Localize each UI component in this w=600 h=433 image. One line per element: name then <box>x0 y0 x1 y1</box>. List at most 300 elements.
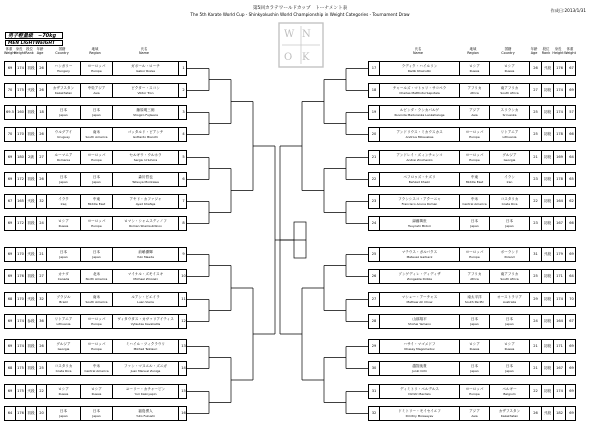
age <box>36 195 46 208</box>
country-en: Sri Lanka <box>502 112 517 117</box>
country <box>489 385 529 398</box>
competitor-row <box>368 292 576 307</box>
column-header-en: Age <box>36 51 44 55</box>
weight <box>5 362 15 375</box>
height <box>553 217 565 230</box>
country <box>46 217 80 230</box>
country-jp: ハンガリー <box>54 64 73 69</box>
country-jp: イラク <box>58 197 69 202</box>
column-header <box>458 47 488 55</box>
name-en: Roman Shamsutdinov <box>129 223 162 228</box>
country-jp: ベルギー <box>502 387 517 392</box>
country-jp: イラン <box>504 175 515 180</box>
weight-jp: 69 <box>569 344 574 349</box>
country-jp: リトアニア <box>54 317 73 322</box>
age-jp: 36 <box>39 319 44 324</box>
region-en: Europe <box>469 391 480 396</box>
height <box>15 293 25 306</box>
region-en: Japan <box>92 413 101 418</box>
country <box>46 62 80 75</box>
country-jp: カナダ <box>58 272 69 277</box>
height <box>15 270 25 283</box>
bracket-number-jp: 3 <box>182 110 185 115</box>
name-en: Zongezile Didiza <box>407 276 432 281</box>
weight <box>5 248 15 261</box>
height <box>553 173 565 186</box>
weight-jp: 62 <box>569 199 574 204</box>
rank-jp: 初段 <box>27 274 35 279</box>
rank-jp: 初段 <box>543 110 552 115</box>
region-jp: アフリカ <box>467 86 482 91</box>
weight <box>565 62 577 75</box>
rank-jp: 初段 <box>27 344 35 349</box>
rank-jp: 弐段 <box>27 252 35 257</box>
weight-jp: 69 <box>7 155 13 160</box>
weight-jp: 64 <box>569 155 574 160</box>
weight <box>5 315 15 328</box>
name-jp: チャールズ・マトゥリ・サコペラ <box>392 86 447 91</box>
rank-jp: 弐段 <box>543 66 552 71</box>
age <box>36 293 46 306</box>
bracket-number <box>369 385 379 398</box>
rank-jp: 初段 <box>27 66 35 71</box>
bracket-number <box>369 248 379 261</box>
rank-jp: 初段 <box>543 274 552 279</box>
rank <box>541 151 553 164</box>
bracket-number-jp: 30 <box>371 366 377 371</box>
weight <box>565 315 577 328</box>
age <box>529 293 541 306</box>
weight <box>5 385 15 398</box>
region-en: North America <box>85 276 108 281</box>
bracket-number <box>369 270 379 283</box>
competitor-row <box>368 150 576 165</box>
region <box>80 340 112 353</box>
country-en: Japan <box>505 368 514 373</box>
name-jp: 山那翔平 <box>412 317 427 322</box>
region-jp: ヨーロッパ <box>87 153 106 158</box>
bracket-number <box>178 407 188 420</box>
bracket-number-jp: 20 <box>371 132 377 137</box>
competitor-row <box>368 194 576 209</box>
weight-jp: 66 <box>569 132 574 137</box>
weight-jp: 67 <box>569 66 574 71</box>
name <box>112 315 178 328</box>
rank-jp: 初段 <box>27 110 35 115</box>
age <box>529 362 541 375</box>
height <box>553 340 565 353</box>
weight-jp: 69 <box>569 389 574 394</box>
name-en: Juan Manuel Zuniga <box>130 368 161 373</box>
bracket-number-jp: 9 <box>182 252 185 257</box>
region <box>80 315 112 328</box>
weight-jp: 70 <box>7 132 13 137</box>
age <box>529 315 541 328</box>
rank-jp: 初段 <box>27 177 35 182</box>
rank <box>541 217 553 230</box>
bracket-number-jp: 27 <box>371 297 377 302</box>
country-en: Lithuania <box>502 134 517 139</box>
region-en: Central America <box>462 201 487 206</box>
name-en: Junki Ochi <box>412 368 427 373</box>
age-jp: 23 <box>533 221 538 226</box>
rank-jp: 弐段 <box>27 88 35 93</box>
bracket-number <box>369 106 379 119</box>
rank <box>541 362 553 375</box>
height <box>15 217 25 230</box>
name-jp: ユーリー・カチャーピン <box>125 387 166 392</box>
height-jp: 175 <box>17 88 24 93</box>
bracket-number <box>178 217 188 230</box>
competitor-row <box>368 172 576 187</box>
region <box>459 270 489 283</box>
bracket-number <box>369 315 379 328</box>
competitor-row <box>368 216 576 231</box>
height-jp: 176 <box>17 274 24 279</box>
name-en: Tetsuya Morikawa <box>132 179 159 184</box>
rank <box>25 217 36 230</box>
height-jp: 180 <box>17 155 24 160</box>
age <box>36 84 46 97</box>
region-jp: アジア <box>469 108 480 113</box>
column-header <box>564 47 576 55</box>
column-header-jp: 地域 <box>469 47 477 51</box>
region-jp: 中米 <box>92 364 101 369</box>
weight <box>5 195 15 208</box>
name-jp: 越智純貴 <box>412 364 427 369</box>
competitor-row <box>4 339 187 354</box>
column-header <box>24 47 35 55</box>
name-en: Yuri Kaknyapin <box>134 391 157 396</box>
age <box>36 151 46 164</box>
competitor-row <box>368 406 576 421</box>
weight-jp: 64 <box>7 411 13 416</box>
name <box>112 106 178 119</box>
name-en: Shogiro Fujiwara <box>133 112 158 117</box>
region <box>459 293 489 306</box>
name-en: Ruvinda Maduranka Lankahaluge <box>394 112 445 117</box>
height-jp: 171 <box>556 344 563 349</box>
column-header-en: Country <box>55 51 69 55</box>
region <box>80 270 112 283</box>
height <box>553 270 565 283</box>
rank <box>25 84 36 97</box>
height-jp: 174 <box>17 66 24 71</box>
rank-jp: 初段 <box>543 221 552 226</box>
bracket-number-jp: 32 <box>371 411 377 416</box>
country-jp: ロシア <box>504 64 515 69</box>
rank <box>25 340 36 353</box>
region-jp: ロシア <box>469 342 480 347</box>
rank-jp: 初段 <box>543 319 552 324</box>
column-header-jp: 年齢 <box>530 47 538 51</box>
region-jp: 中央アジア <box>87 86 106 91</box>
country-jp: コスタリカ <box>500 197 519 202</box>
region <box>80 362 112 375</box>
age <box>529 407 541 420</box>
region-en: Japan <box>92 254 101 259</box>
height-jp: 176 <box>556 66 563 71</box>
name <box>379 248 459 261</box>
country-jp: グルジア <box>502 153 517 158</box>
category-title: 男子軽量級 −70kg <box>5 32 63 39</box>
region <box>80 151 112 164</box>
height-jp: 170 <box>17 297 24 302</box>
country-jp: 日本 <box>59 409 68 414</box>
rank <box>25 106 36 119</box>
country-en: Costa Rica <box>501 201 518 206</box>
region-en: Asia <box>471 112 478 117</box>
column-header <box>111 47 177 55</box>
rank-jp: 初段 <box>543 177 552 182</box>
height <box>553 293 565 306</box>
height-jp: 164 <box>556 199 563 204</box>
weight <box>5 84 15 97</box>
name-jp: 藤原明三朗 <box>136 108 155 113</box>
height <box>553 84 565 97</box>
height <box>15 62 25 75</box>
country-jp: ルーマニア <box>54 153 73 158</box>
height <box>15 315 25 328</box>
country-jp: 日本 <box>59 250 68 255</box>
bracket-number <box>178 270 188 283</box>
column-header-jp: 身長 <box>554 47 562 51</box>
column-header <box>488 47 528 55</box>
weight-jp: 69 <box>7 221 13 226</box>
age-jp: 25 <box>533 132 538 137</box>
weight-jp: 69 <box>569 252 574 257</box>
country <box>489 315 529 328</box>
region-en: Middle East <box>87 201 106 206</box>
weight <box>5 407 15 420</box>
bracket-number <box>369 151 379 164</box>
name <box>379 407 459 420</box>
age <box>529 173 541 186</box>
age-jp: 21 <box>533 155 538 160</box>
region-en: Russia <box>91 391 102 396</box>
age-jp: 27 <box>533 88 538 93</box>
country-en: Uruguay <box>57 134 70 139</box>
region <box>80 106 112 119</box>
bracket-number <box>178 151 188 164</box>
bracket-number <box>369 407 379 420</box>
competitor-row <box>4 247 187 262</box>
weight-jp: 57 <box>569 110 574 115</box>
height-jp: 182 <box>556 411 563 416</box>
name-jp: ドミトリー・モイセイエフ <box>398 409 441 414</box>
age <box>36 315 46 328</box>
country-en: Japan <box>59 254 68 259</box>
region-en: Japan <box>470 321 479 326</box>
country <box>489 106 529 119</box>
name-jp: ファン・マヌエル・ズニガ <box>123 364 168 369</box>
region-jp: ヨーロッパ <box>465 387 484 392</box>
height-jp: 179 <box>556 252 563 257</box>
height <box>553 128 565 141</box>
height-jp: 160 <box>17 110 24 115</box>
weight <box>565 340 577 353</box>
weight-jp: 69 <box>7 66 13 71</box>
region <box>80 293 112 306</box>
region <box>80 128 112 141</box>
column-header-en: Region <box>89 51 101 55</box>
name <box>112 84 178 97</box>
competitor-row <box>368 247 576 262</box>
bracket-number-jp: 4 <box>182 132 185 137</box>
weight <box>565 407 577 420</box>
column-header <box>378 47 458 55</box>
bracket-number-jp: 2 <box>182 88 185 93</box>
name-jp: ロマン・シャムスディノフ <box>124 219 167 224</box>
country-en: Japan <box>59 413 68 418</box>
name-jp: マイケル・ズモイスキ <box>127 272 164 277</box>
weight-jp: 65 <box>569 177 574 182</box>
name-jp: ディミトリ・ベルデルス <box>400 387 439 392</box>
weight-jp: 69 <box>7 274 13 279</box>
region-jp: ヨーロッパ <box>465 153 484 158</box>
country-jp: 日本 <box>59 108 68 113</box>
region <box>80 195 112 208</box>
column-header <box>4 47 14 55</box>
name <box>379 173 459 186</box>
country-en: Romania <box>56 157 71 162</box>
column-header-en: Name <box>412 51 423 55</box>
country <box>46 195 80 208</box>
country-en: South Africa <box>500 276 519 281</box>
organization-logo <box>278 22 324 68</box>
age-jp: 20 <box>39 411 44 416</box>
name-jp: アヤド・カファジャ <box>129 197 162 202</box>
region-en: Russia <box>469 346 480 351</box>
bracket-number-jp: 15 <box>181 389 186 394</box>
column-header <box>45 47 79 55</box>
region-en: Europe <box>91 346 102 351</box>
age-jp: 25 <box>533 274 538 279</box>
name-jp: セルギウ・ウルホラ <box>129 153 162 158</box>
competitor-row <box>368 314 576 329</box>
height <box>553 385 565 398</box>
bracket-number-jp: 26 <box>371 274 377 279</box>
region <box>80 84 112 97</box>
age-jp: 22 <box>39 389 44 394</box>
column-header-en: Name <box>138 51 149 55</box>
name <box>379 84 459 97</box>
column-header <box>79 47 111 55</box>
country-en: Brazil <box>59 299 68 304</box>
country-jp: ロシア <box>504 342 515 347</box>
name-jp: ルアン・ビエイラ <box>131 295 160 300</box>
country <box>46 106 80 119</box>
bracket-number-jp: 8 <box>182 221 185 226</box>
rank <box>25 407 36 420</box>
name-jp: 森川哲也 <box>138 175 153 180</box>
column-header-jp: 体重 <box>566 47 574 51</box>
final-box <box>294 222 306 258</box>
competitor-row <box>4 292 187 307</box>
height-jp: 170 <box>17 132 24 137</box>
bracket-number <box>178 362 188 375</box>
weight-jp: 69 <box>7 319 13 324</box>
country-jp: コスタリカ <box>54 364 73 369</box>
region <box>459 173 489 186</box>
country <box>489 195 529 208</box>
name-en: Radik Khairullin <box>407 68 432 73</box>
country <box>46 248 80 261</box>
age <box>529 62 541 75</box>
bracket-number-jp: 21 <box>371 155 377 160</box>
region-en: South America <box>85 134 108 139</box>
bracket-number <box>178 106 188 119</box>
age <box>529 195 541 208</box>
height <box>15 173 25 186</box>
column-header-jp: 段位 <box>26 47 33 51</box>
region <box>459 407 489 420</box>
country-jp: グルジア <box>56 342 71 347</box>
name-jp: ベフロゥズ・ケズリ <box>403 175 436 180</box>
rank <box>25 151 36 164</box>
bracket-number <box>178 195 188 208</box>
age <box>36 128 46 141</box>
name-jp: ミハイル・ツィクラウリ <box>125 342 166 347</box>
country-jp: ウルグアイ <box>54 130 73 135</box>
country-en: Japan <box>505 223 514 228</box>
region-en: South Pacific <box>464 299 485 304</box>
height <box>553 315 565 328</box>
height-jp: 174 <box>17 344 24 349</box>
age <box>36 270 46 283</box>
height <box>15 195 25 208</box>
competitor-row <box>4 127 187 142</box>
weight <box>565 248 577 261</box>
rank-jp: 初段 <box>27 411 35 416</box>
bracket-number <box>178 62 188 75</box>
country-jp: リトアニア <box>500 130 519 135</box>
country-jp: カザフスタン <box>52 86 75 91</box>
height <box>15 151 25 164</box>
region-en: Japan <box>92 112 101 117</box>
bracket-number-jp: 13 <box>181 344 186 349</box>
name-jp: ルビンダ・ランカパルゲ <box>399 108 440 113</box>
age <box>529 106 541 119</box>
height-jp: 175 <box>17 389 24 394</box>
name <box>112 128 178 141</box>
region-en: Central America <box>84 368 109 373</box>
bracket-number <box>369 340 379 353</box>
country <box>46 385 80 398</box>
region <box>459 315 489 328</box>
bracket-number-jp: 14 <box>181 366 186 371</box>
height-jp: 178 <box>556 132 563 137</box>
height-jp: 174 <box>556 297 563 302</box>
country-jp: ブラジル <box>56 295 71 300</box>
name <box>379 195 459 208</box>
weight-jp: 69 <box>7 177 13 182</box>
age <box>529 248 541 261</box>
weight <box>5 106 15 119</box>
column-header-jp: 地域 <box>91 47 99 51</box>
name-jp: ガボール・ローチ <box>131 64 160 69</box>
name <box>112 195 178 208</box>
bracket-number-jp: 1 <box>182 66 185 71</box>
rank-jp: 初段 <box>543 132 552 137</box>
region-jp: ヨーロッパ <box>465 250 484 255</box>
name-jp: 緑藤萬世 <box>412 219 427 224</box>
name-en: Michael Zmoiski <box>133 276 158 281</box>
region-jp: アジア <box>469 409 480 414</box>
svg-text:W: W <box>284 29 295 40</box>
region <box>459 340 489 353</box>
country-en: Russia <box>504 68 515 73</box>
